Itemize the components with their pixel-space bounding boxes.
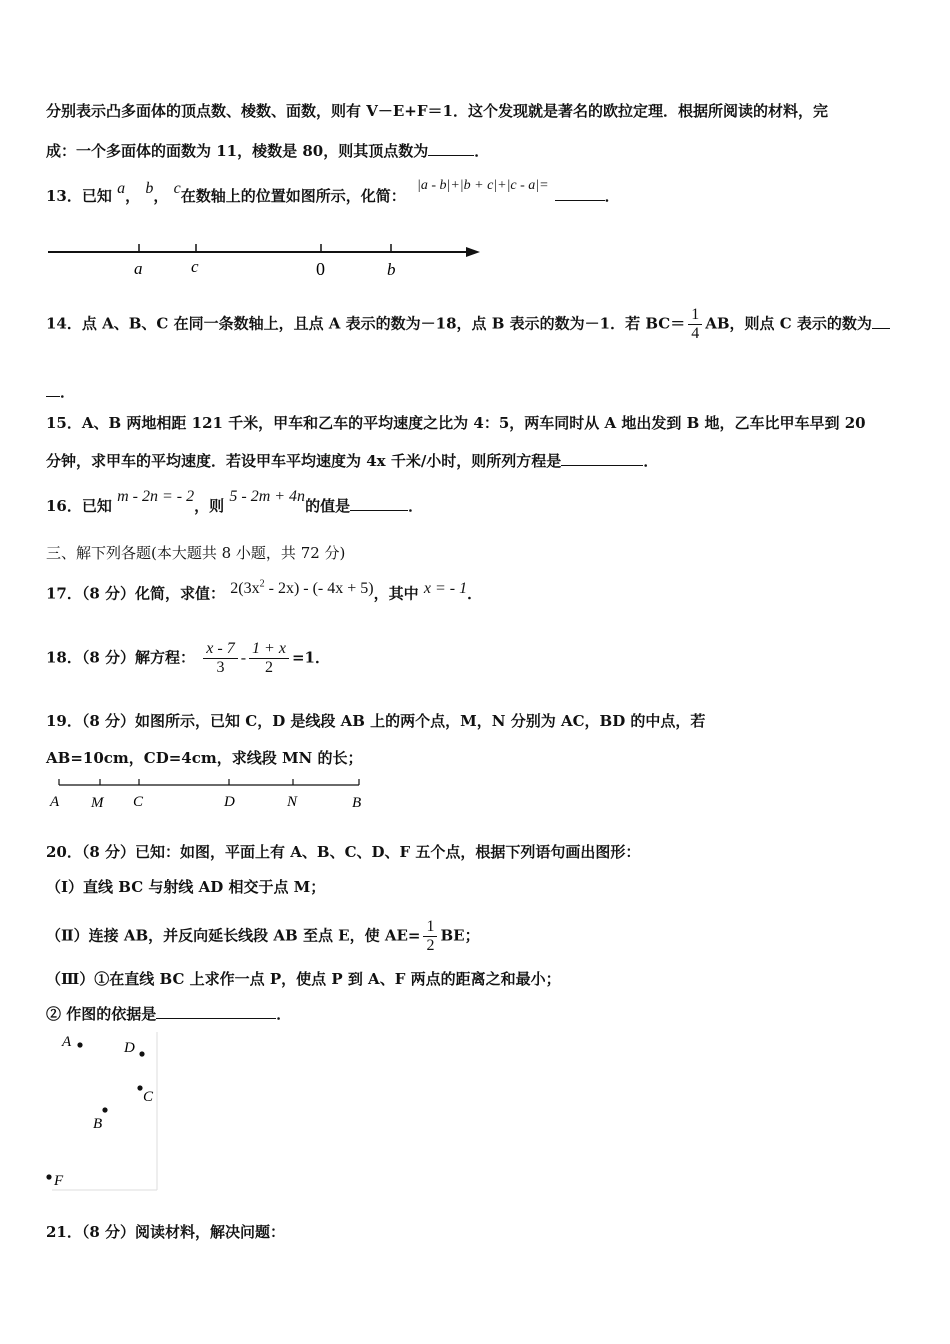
seg-label-M: M [91,795,104,811]
q16-end: ． [408,497,424,515]
point-B [102,1107,107,1112]
q18-fraction-1 [203,640,237,677]
q20-line-3-text: （Ⅱ）连接 AB，并反向延长线段 AB 至点 E，使 AE= [46,926,421,945]
q19-segment-figure [46,776,376,812]
q13-number: 13．已知 [46,187,112,205]
question-17 [46,580,482,604]
q20-line-3-end: BE； [440,926,480,945]
section-3-title: 三、解下列各题(本大题共 8 小题，共 72 分) [46,544,346,562]
answer-blank [156,1004,276,1019]
q14-end: ． [60,383,76,401]
point-C [137,1085,142,1090]
frac-denominator: 4 [691,325,700,342]
q13-expression: |a - b|+|b + c|+|c - a|= [416,178,549,193]
frac-denominator: 2 [265,659,273,676]
intro-line-2 [46,141,489,161]
q14-text: 14．点 A、B、C 在同一条数轴上，且点 A 表示的数为－18，点 B 表示的数为－1．若 BC＝ [46,314,686,333]
question-21-line-1: 21．（8 分）阅读材料，解决问题： [46,1223,286,1241]
q16-condition: m - 2n = - 2 [117,488,195,505]
q14-text-2: AB，则点 C 表示的数为 [705,314,872,333]
q13-end: ． [604,187,620,205]
q20-line-5-end: ． [276,1005,292,1023]
q18-end: =1． [291,648,330,667]
question-20-line-2: （Ⅰ）直线 BC 与射线 AD 相交于点 M； [46,878,326,896]
question-20-line-1: 20．（8 分）已知：如图，平面上有 A、B、C、D、F 五个点，根据下列语句画出图形： [46,843,641,861]
frac-denominator: 3 [216,659,225,676]
frac-numerator: 1 + x [249,640,289,659]
q17-expr-a: 2(3x [230,580,260,598]
question-20-line-5 [46,1004,291,1024]
q20-fraction [423,918,437,955]
point-label-B: B [93,1116,103,1132]
question-16 [46,488,424,517]
q18-minus: - [240,649,247,667]
question-19-line-1: 19．（8 分）如图所示，已知 C，D 是线段 AB 上的两个点，M，N 分别为 AC，BD 的中点，若 [46,712,706,730]
seg-label-N: N [287,794,298,810]
q13-sep: ， [153,187,169,205]
frac-numerator: 1 [423,918,437,937]
answer-blank [872,314,890,329]
q13-var-a: a [117,180,126,197]
q20-points-figure [44,1030,164,1196]
q16-number: 16．已知 [46,497,112,515]
intro-line-1: 分别表示凸多面体的顶点数、棱数、面数，则有 V－E+F＝1．这个发现就是著名的欧拉定理．根据所阅读的材料，完 [46,102,828,120]
question-20-line-3 [46,918,480,955]
q13-var-c: c [173,180,181,197]
seg-label-B: B [352,795,362,811]
q17-expr-b: - 2x) - (- 4x + 5) [264,580,374,598]
question-14-cont [46,382,75,402]
question-14 [46,306,890,343]
point-label-C: C [143,1089,154,1105]
number-line-arrow [466,247,480,257]
axis-label-a: a [134,259,143,278]
answer-blank [350,496,408,511]
q18-number: 18．（8 分）解方程： [46,648,196,667]
seg-label-A: A [50,794,60,810]
point-label-F: F [54,1173,64,1189]
question-13 [46,178,620,208]
seg-label-D: D [224,794,235,810]
q17-end: ． [467,584,483,603]
intro-line-2-text: 成：一个多面体的面数为 11，棱数是 80，则其顶点数为 [46,142,429,160]
point-F [46,1174,51,1179]
point-A [77,1042,82,1047]
point-label-D: D [124,1040,135,1056]
question-15-line-1: 15．A、B 两地相距 121 千米，甲车和乙车的平均速度之比为 4：5，两车同时从 A 地出发到 B 地，乙车比甲车早到 20 [46,414,866,432]
axis-label-c: c [191,257,199,276]
q16-expression: 5 - 2m + 4n [229,488,306,505]
q13-sep: ， [125,187,141,205]
q17-expression [230,580,373,597]
q15-end: ． [643,452,659,470]
intro-line-2-end: ． [474,142,490,160]
answer-blank [46,382,60,397]
question-18 [46,640,330,677]
frac-numerator: 1 [688,306,702,325]
q14-fraction [688,306,702,343]
answer-blank [555,186,605,201]
axis-label-b: b [387,260,396,279]
point-D [139,1051,144,1056]
q17-number: 17．（8 分）化简，求值： [46,584,226,603]
q20-line-5-text: ② 作图的依据是 [46,1005,157,1023]
q13-text: 在数轴上的位置如图所示，化简： [180,187,406,205]
seg-label-C: C [133,794,144,810]
question-20-line-4: （Ⅲ）①在直线 BC 上求作一点 P，使点 P 到 A、F 两点的距离之和最小； [46,970,561,988]
q17-mid: ，其中 [373,584,419,603]
q16-mid: ，则 [194,497,225,515]
q16-text: 的值是 [305,497,351,515]
q15-text: 分钟，求甲车的平均速度．若设甲车平均速度为 4x 千米/小时，则所列方程是 [46,452,562,470]
answer-blank [428,141,474,156]
axis-label-0: 0 [316,259,325,279]
frac-denominator: 2 [426,937,435,954]
q13-var-b: b [145,180,154,197]
point-label-A: A [62,1034,72,1050]
frac-numerator: x - 7 [203,640,237,659]
answer-blank [561,451,643,466]
question-15-line-2 [46,451,658,471]
q17-expr-sup: 2 [259,579,265,590]
question-19-line-2: AB=10cm，CD=4cm，求线段 MN 的长； [46,749,363,767]
q17-condition: x = - 1 [423,580,468,598]
q13-number-line [46,238,486,284]
q18-fraction-2 [249,640,289,677]
